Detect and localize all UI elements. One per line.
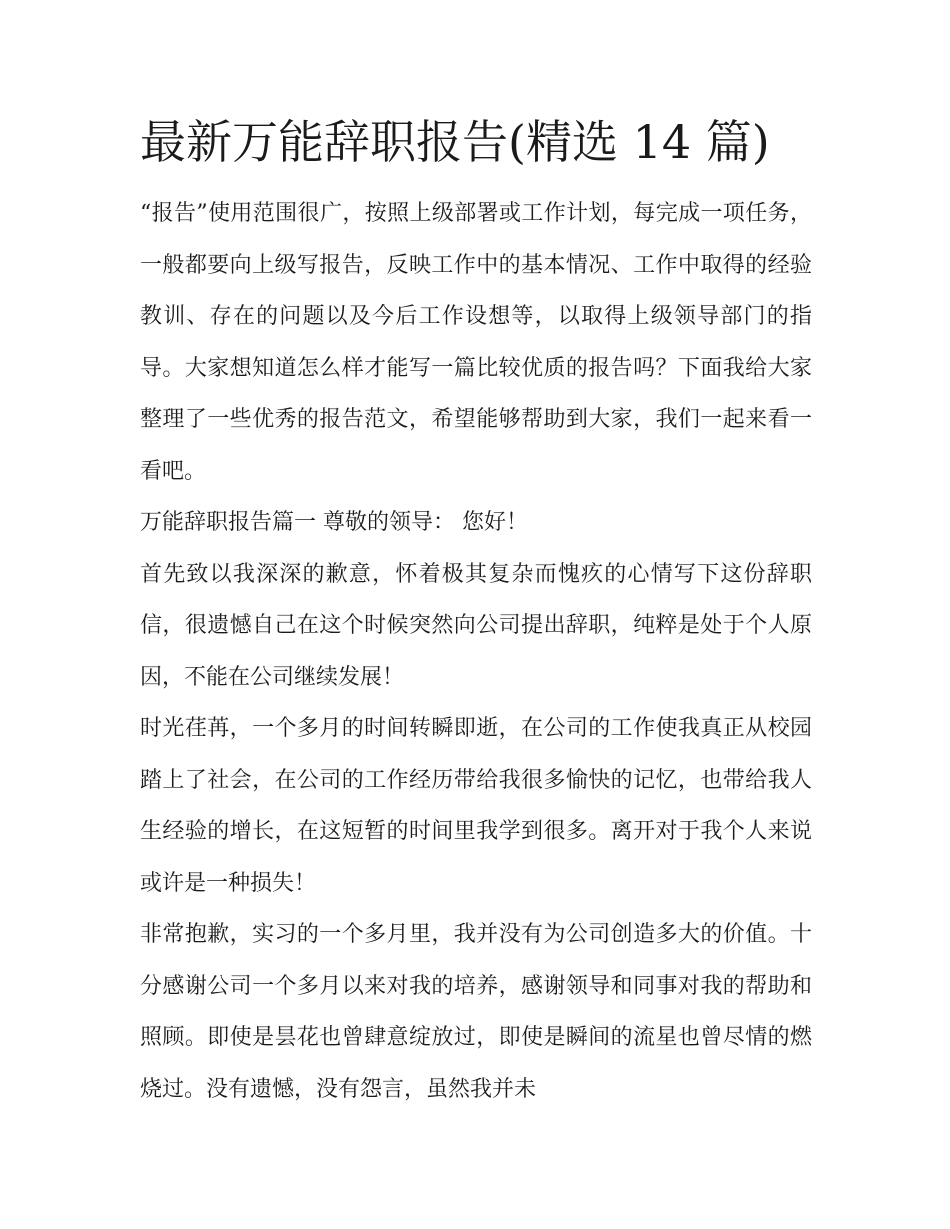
document-title: 最新万能辞职报告(精选 14 篇) <box>140 115 770 169</box>
paragraph-experience: 时光荏苒，一个多月的时间转瞬即逝，在公司的工作使我真正从校园踏上了社会，在公司的工作经历带给我很多愉快的记忆，也带给我人生经验的增长，在这短暂的时间里我学到很多。离开对于我个人来说或许是一种损失！ <box>140 716 812 896</box>
paragraph-heading-salutation: 万能辞职报告篇一 尊敬的领导： 您好！ <box>140 510 528 535</box>
document-page <box>140 110 812 1115</box>
paragraph-apology: 首先致以我深深的歉意，怀着极其复杂而愧疚的心情写下这份辞职信，很遗憾自己在这个时候突然向公司提出辞职，纯粹是处于个人原因，不能在公司继续发展！ <box>140 561 812 690</box>
paragraph-gratitude: 非常抱歉，实习的一个多月里，我并没有为公司创造多大的价值。十分感谢公司一个多月以来对我的培养，感谢领导和同事对我的帮助和照顾。即使是昙花也曾肆意绽放过，即使是瞬间的流星也曾尽情的燃烧过。没有遗憾，没有怨言，虽然我并未 <box>140 922 812 1102</box>
paragraph-intro: “报告”使用范围很广，按照上级部署或工作计划，每完成一项任务，一般都要向上级写报告，反映工作中的基本情况、工作中取得的经验教训、存在的问题以及今后工作设想等，以取得上级领导部门的指导。大家想知道怎么样才能写一篇比较优质的报告吗？下面我给大家整理了一些优秀的报告范文，希望能够帮助到大家，我们一起来看一看吧。 <box>140 201 812 484</box>
